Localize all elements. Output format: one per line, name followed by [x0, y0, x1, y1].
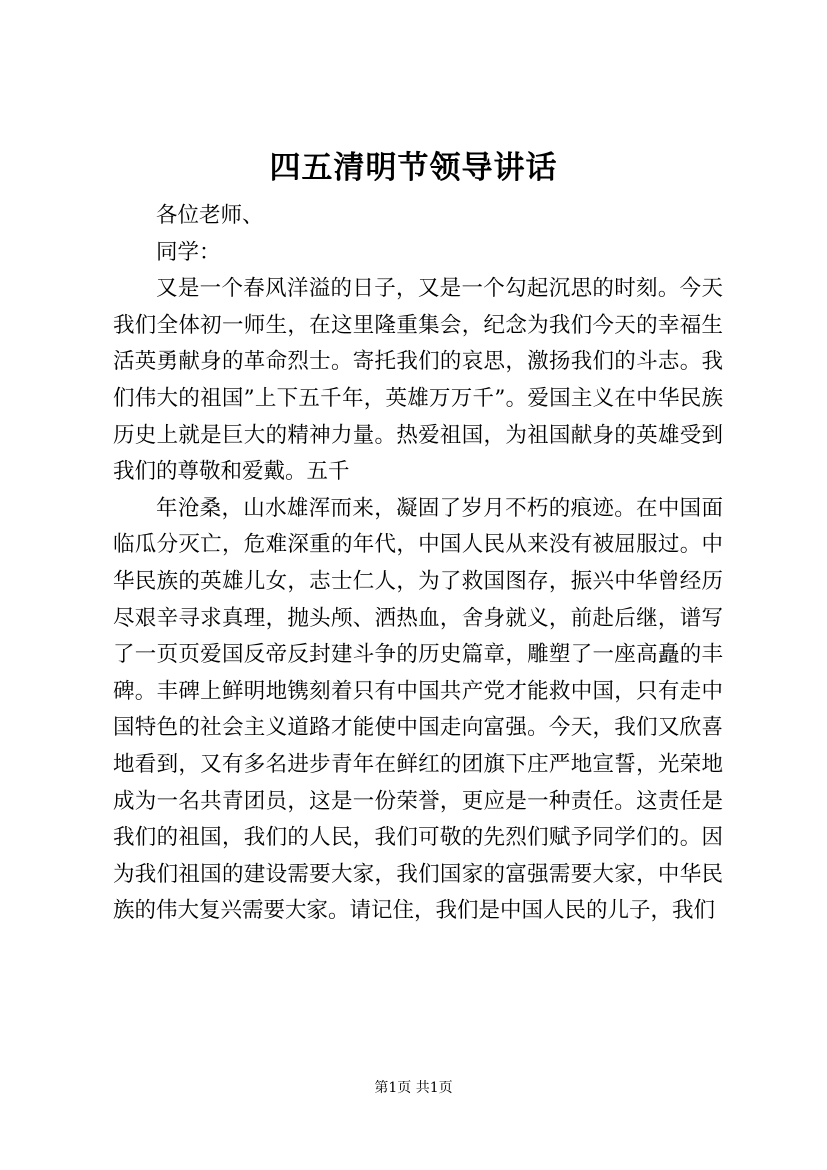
- paragraph-body-1: 又是一个春风洋溢的日子，又是一个勾起沉思的时刻。今天我们全体初一师生，在这里隆重集会，纪念为我们今天的幸福生活英勇献身的革命烈士。寄托我们的哀思，激扬我们的斗志。我们伟大的祖国”上下五千年，英雄万万千”。爱国主义在中华民族历史上就是巨大的精神力量。热爱祖国，为祖国献身的英雄受到我们的尊敬和爱戴。五千: [113, 276, 723, 485]
- page-footer: 第1页 共1页: [374, 1080, 453, 1096]
- document-body: [113, 198, 723, 930]
- paragraph-salutation-1: 各位老师、: [156, 203, 264, 228]
- document-title: 四五清明节领导讲话: [269, 150, 558, 186]
- paragraph-body-2: 年沧桑，山水雄浑而来，凝固了岁月不朽的痕迹。在中国面临瓜分灭亡，危难深重的年代，中国人民从来没有被屈服过。中华民族的英雄儿女，志士仁人，为了救国图存，振兴中华曾经历尽艰辛寻求真理，抛头颅、洒热血，舍身就义，前赴后继，谱写了一页页爱国反帝反封建斗争的历史篇章，雕塑了一座高矗的丰碑。丰碑上鲜明地镌刻着只有中国共产党才能救中国，只有走中国特色的社会主义道路才能使中国走向富强。今天，我们又欣喜地看到，又有多名进步青年在鲜红的团旗下庄严地宣誓，光荣地成为一名共青团员，这是一份荣誉，更应是一种责任。这责任是我们的祖国，我们的人民，我们可敬的先烈们赋予同学们的。因为我们祖国的建设需要大家，我们国家的富强需要大家，中华民族的伟大复兴需要大家。请记住，我们是中国人民的儿子，我们: [113, 495, 723, 924]
- paragraph-salutation-2: 同学：: [156, 239, 221, 265]
